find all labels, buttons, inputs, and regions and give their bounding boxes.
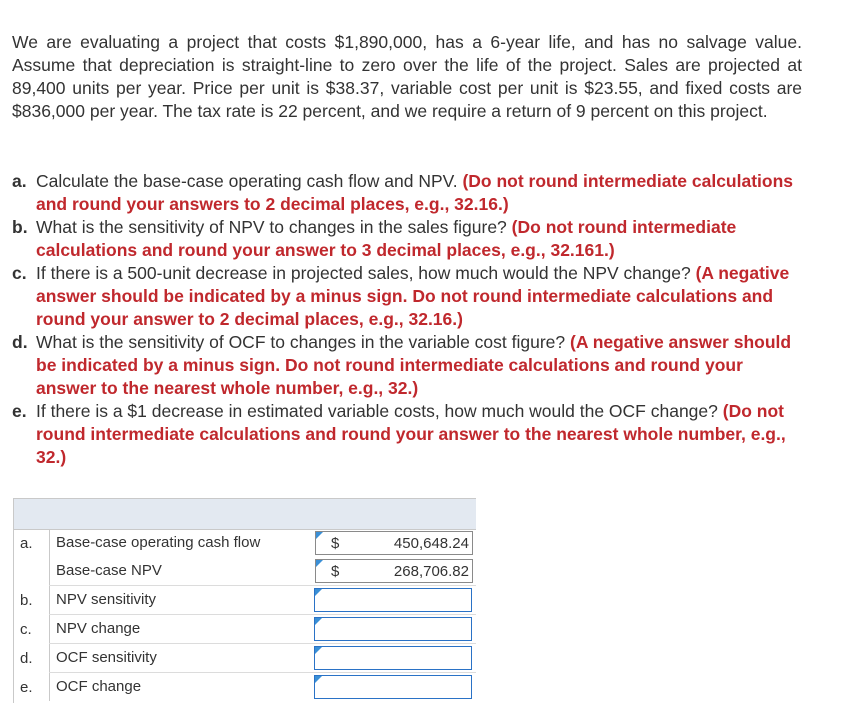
ocf-sensitivity-input[interactable] xyxy=(314,646,472,670)
question-text: What is the sensitivity of NPV to changes in the sales figure? xyxy=(36,217,507,237)
row-label: NPV change xyxy=(49,615,286,643)
question-instruction: (Do not round intermediate calculations and round your answer to the nearest whole number, e.g., 32.) xyxy=(36,401,786,467)
answer-marker-icon xyxy=(315,618,322,625)
ocf-change-input[interactable] xyxy=(314,675,472,699)
npv-sensitivity-input[interactable] xyxy=(314,588,472,612)
answer-row-npv xyxy=(14,557,476,586)
row-letter: c. xyxy=(20,621,32,638)
answer-marker-icon xyxy=(315,647,322,654)
answer-row-npv-change xyxy=(14,615,476,644)
currency-symbol: $ xyxy=(331,535,340,552)
answer-marker-icon xyxy=(315,676,322,683)
question-letter: d. xyxy=(12,332,28,352)
answer-marker-icon xyxy=(316,532,323,539)
question-instruction: (Do not round intermediate calculations and round your answers to 2 decimal places, e.g., 32.16.) xyxy=(36,171,794,214)
answer-value: 268,706.82 xyxy=(393,563,469,580)
row-label: OCF sensitivity xyxy=(49,644,286,672)
question-d xyxy=(12,331,802,400)
question-b xyxy=(12,216,802,262)
row-letter: a. xyxy=(20,535,33,552)
question-text: If there is a 500-unit decrease in projected sales, how much would the NPV change? xyxy=(36,263,691,283)
question-instruction: (A negative answer should be indicated by a minus sign. Do not round intermediate calculations and round your answer to 2 decimal places, e.g., 32.16.) xyxy=(36,263,790,329)
row-label: Base-case NPV xyxy=(49,557,286,585)
question-letter: a. xyxy=(12,171,27,191)
answer-value: 450,648.24 xyxy=(393,535,469,552)
question-letter: b. xyxy=(12,217,28,237)
ocf-answer-field[interactable] xyxy=(315,531,473,555)
row-letter: b. xyxy=(20,592,33,609)
row-letter: e. xyxy=(20,679,33,696)
answer-row-npv-sensitivity xyxy=(14,586,476,615)
question-letter: c. xyxy=(12,263,27,283)
question-c xyxy=(12,262,802,331)
question-text: What is the sensitivity of OCF to changes in the variable cost figure? xyxy=(36,332,566,352)
problem-statement: We are evaluating a project that costs $1,890,000, has a 6-year life, and has no salvage value. Assume that depreciation is straight-line to zero over the life of the project. Sales are projected at 89,400 units per year. Price per unit is $38.37, variable cost per unit is $23.55, and fixed costs are $836,000 per year. The tax rate is 22 percent, and we require a return of 9 percent on this project. xyxy=(12,32,802,121)
answer-row-ocf-change xyxy=(14,673,476,702)
question-a xyxy=(12,170,802,216)
answer-marker-icon xyxy=(315,589,322,596)
answer-table-header xyxy=(14,498,476,530)
question-text: Calculate the base-case operating cash flow and NPV. xyxy=(36,171,458,191)
npv-answer-field[interactable] xyxy=(315,559,473,583)
row-label: OCF change xyxy=(49,673,286,701)
answer-table xyxy=(13,498,476,703)
row-label: NPV sensitivity xyxy=(49,586,286,614)
question-text: If there is a $1 decrease in estimated variable costs, how much would the OCF change? xyxy=(36,401,718,421)
question-instruction: (A negative answer should be indicated by a minus sign. Do not round intermediate calculations and round your answer to the nearest whole number, e.g., 32.) xyxy=(36,332,792,398)
answer-row-ocf-sensitivity xyxy=(14,644,476,673)
row-label: Base-case operating cash flow xyxy=(49,529,286,557)
answer-marker-icon xyxy=(316,560,323,567)
npv-change-input[interactable] xyxy=(314,617,472,641)
answer-row-ocf xyxy=(14,529,476,558)
question-e xyxy=(12,400,802,469)
question-list xyxy=(12,170,802,469)
row-letter: d. xyxy=(20,650,33,667)
question-letter: e. xyxy=(12,401,27,421)
question-instruction: (Do not round intermediate calculations and round your answer to 3 decimal places, e.g., 32.161.) xyxy=(36,217,737,260)
currency-symbol: $ xyxy=(331,563,340,580)
